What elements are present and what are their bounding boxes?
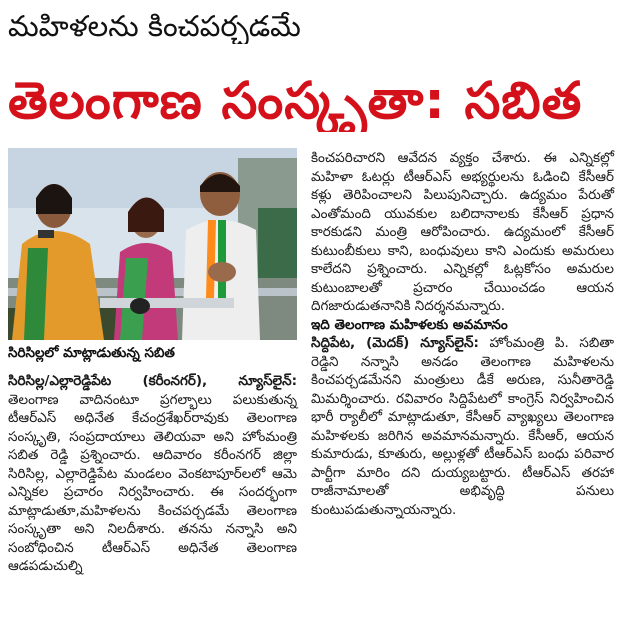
article-paragraph bbox=[311, 334, 614, 519]
article-column-right bbox=[311, 149, 614, 519]
news-photo bbox=[8, 148, 297, 340]
article-paragraph: కించపరిచారని ఆవేదన వ్యక్తం చేశారు. ఈ ఎన్నికల్లో మహిళా ఓటర్లు టీఆర్‌ఎస్ అభ్యర్థులను ఓడించి కేసీఆర్ కళ్లు తెరిపించాలని పిలుపునిచ్చారు. ఉద్యమం పేరుతో ఎంతోమంది యువకుల బలిదానాలకు కేసీఆర్ ప్రధాన కారకుడని మంత్రి ఆరోపించారు. ఉద్యమంలో కేసీఆర్ కుటుంబీకులు కాని, బంధువులు కాని ఎందుకు అమరులు కాలేదని ప్రశ్నించారు. ఎన్నికల్లో ఓట్లకోసం అమరుల కుటుంబాలతో ప్రచారం చేయించడం ఆయన దిగజారుడుతనానికి నిదర్శనమన్నారు. bbox=[311, 150, 614, 314]
article-text: తెలంగాణ వాదినంటూ ప్రగల్భాలు పలుకుతున్న టీఆర్‌ఎస్ అధినేత కేచంద్రశేఖర్‌రావుకు తెలంగాణ సంస్కృతి, సంప్రదాయాలు తెలియవా అని హోంమంత్రి సబిత రెడ్డి ప్రశ్నించారు. ఆదివారం కరీంనగర్ జిల్లా సిరిసిల్ల, ఎల్లారెడ్డిపేట మండలం వెంకటాపూర్‌లలో ఆమె ఎన్నికల ప్రచారం నిర్వహించారు. ఈ సందర్భంగా మాట్లాడుతూ,మహిళలను కించపర్చడమే తెలంగాణ సంస్కృతా అని నిలదీశారు. తనను నన్నాసి అని సంబోధించిన టీఆర్‌ఎస్ అధినేత తెలంగాణ ఆడపడుచుల్ని bbox=[8, 391, 297, 574]
article-text: హోంమంత్రి పి. సబితా రెడ్డిని నన్నాసి అనడం తెలంగాణ మహిళలను కించపర్చడమేనని మంత్రులు డీకే అరుణ, సునీతారెడ్డి మిమర్శించారు. రవివారం సిద్దిపేటలో కాంగ్రెస్ నిర్వహించిన భారీ ర్యాలీలో మాట్లాడుతూ, కేసీఆర్ వ్యాఖ్యలు తెలంగాణ మహిళలకు జరిగిన అవమానమన్నారు. కేసీఆర్, ఆయన కుమారుడు, కూతురు, అల్లుళ్లతో టీఆర్‌ఎస్ బంధు పరివార పార్టీగా మారిం దని దుయ్యబట్టారు. టీఆర్‌ఎస్ తరహా రాజీనామాలతో అభివృద్ధి పనులు కుంటుపడుతున్నాయన్నారు. bbox=[311, 335, 614, 518]
kicker-headline: మహిళలను కించపర్చడమే bbox=[8, 9, 301, 43]
article-subheading: ఇది తెలంగాణ మహిళలకు అవమానం bbox=[311, 316, 508, 333]
photo-caption: సిరిసిల్లలో మాట్లాడుతున్న సబిత bbox=[8, 345, 175, 361]
main-headline: తెలంగాణ సంస్కృతా: సబిత bbox=[8, 72, 583, 131]
article-paragraph bbox=[8, 372, 297, 576]
article-column-left bbox=[8, 372, 297, 576]
dateline: సిరిసిల్ల/ఎల్లారెడ్డిపేట (కరీంనగర్), న్యూస్‌లైన్: bbox=[8, 373, 297, 389]
dateline: సిద్దిపేట, (మెదక్) న్యూస్‌లైన్: bbox=[311, 335, 479, 351]
